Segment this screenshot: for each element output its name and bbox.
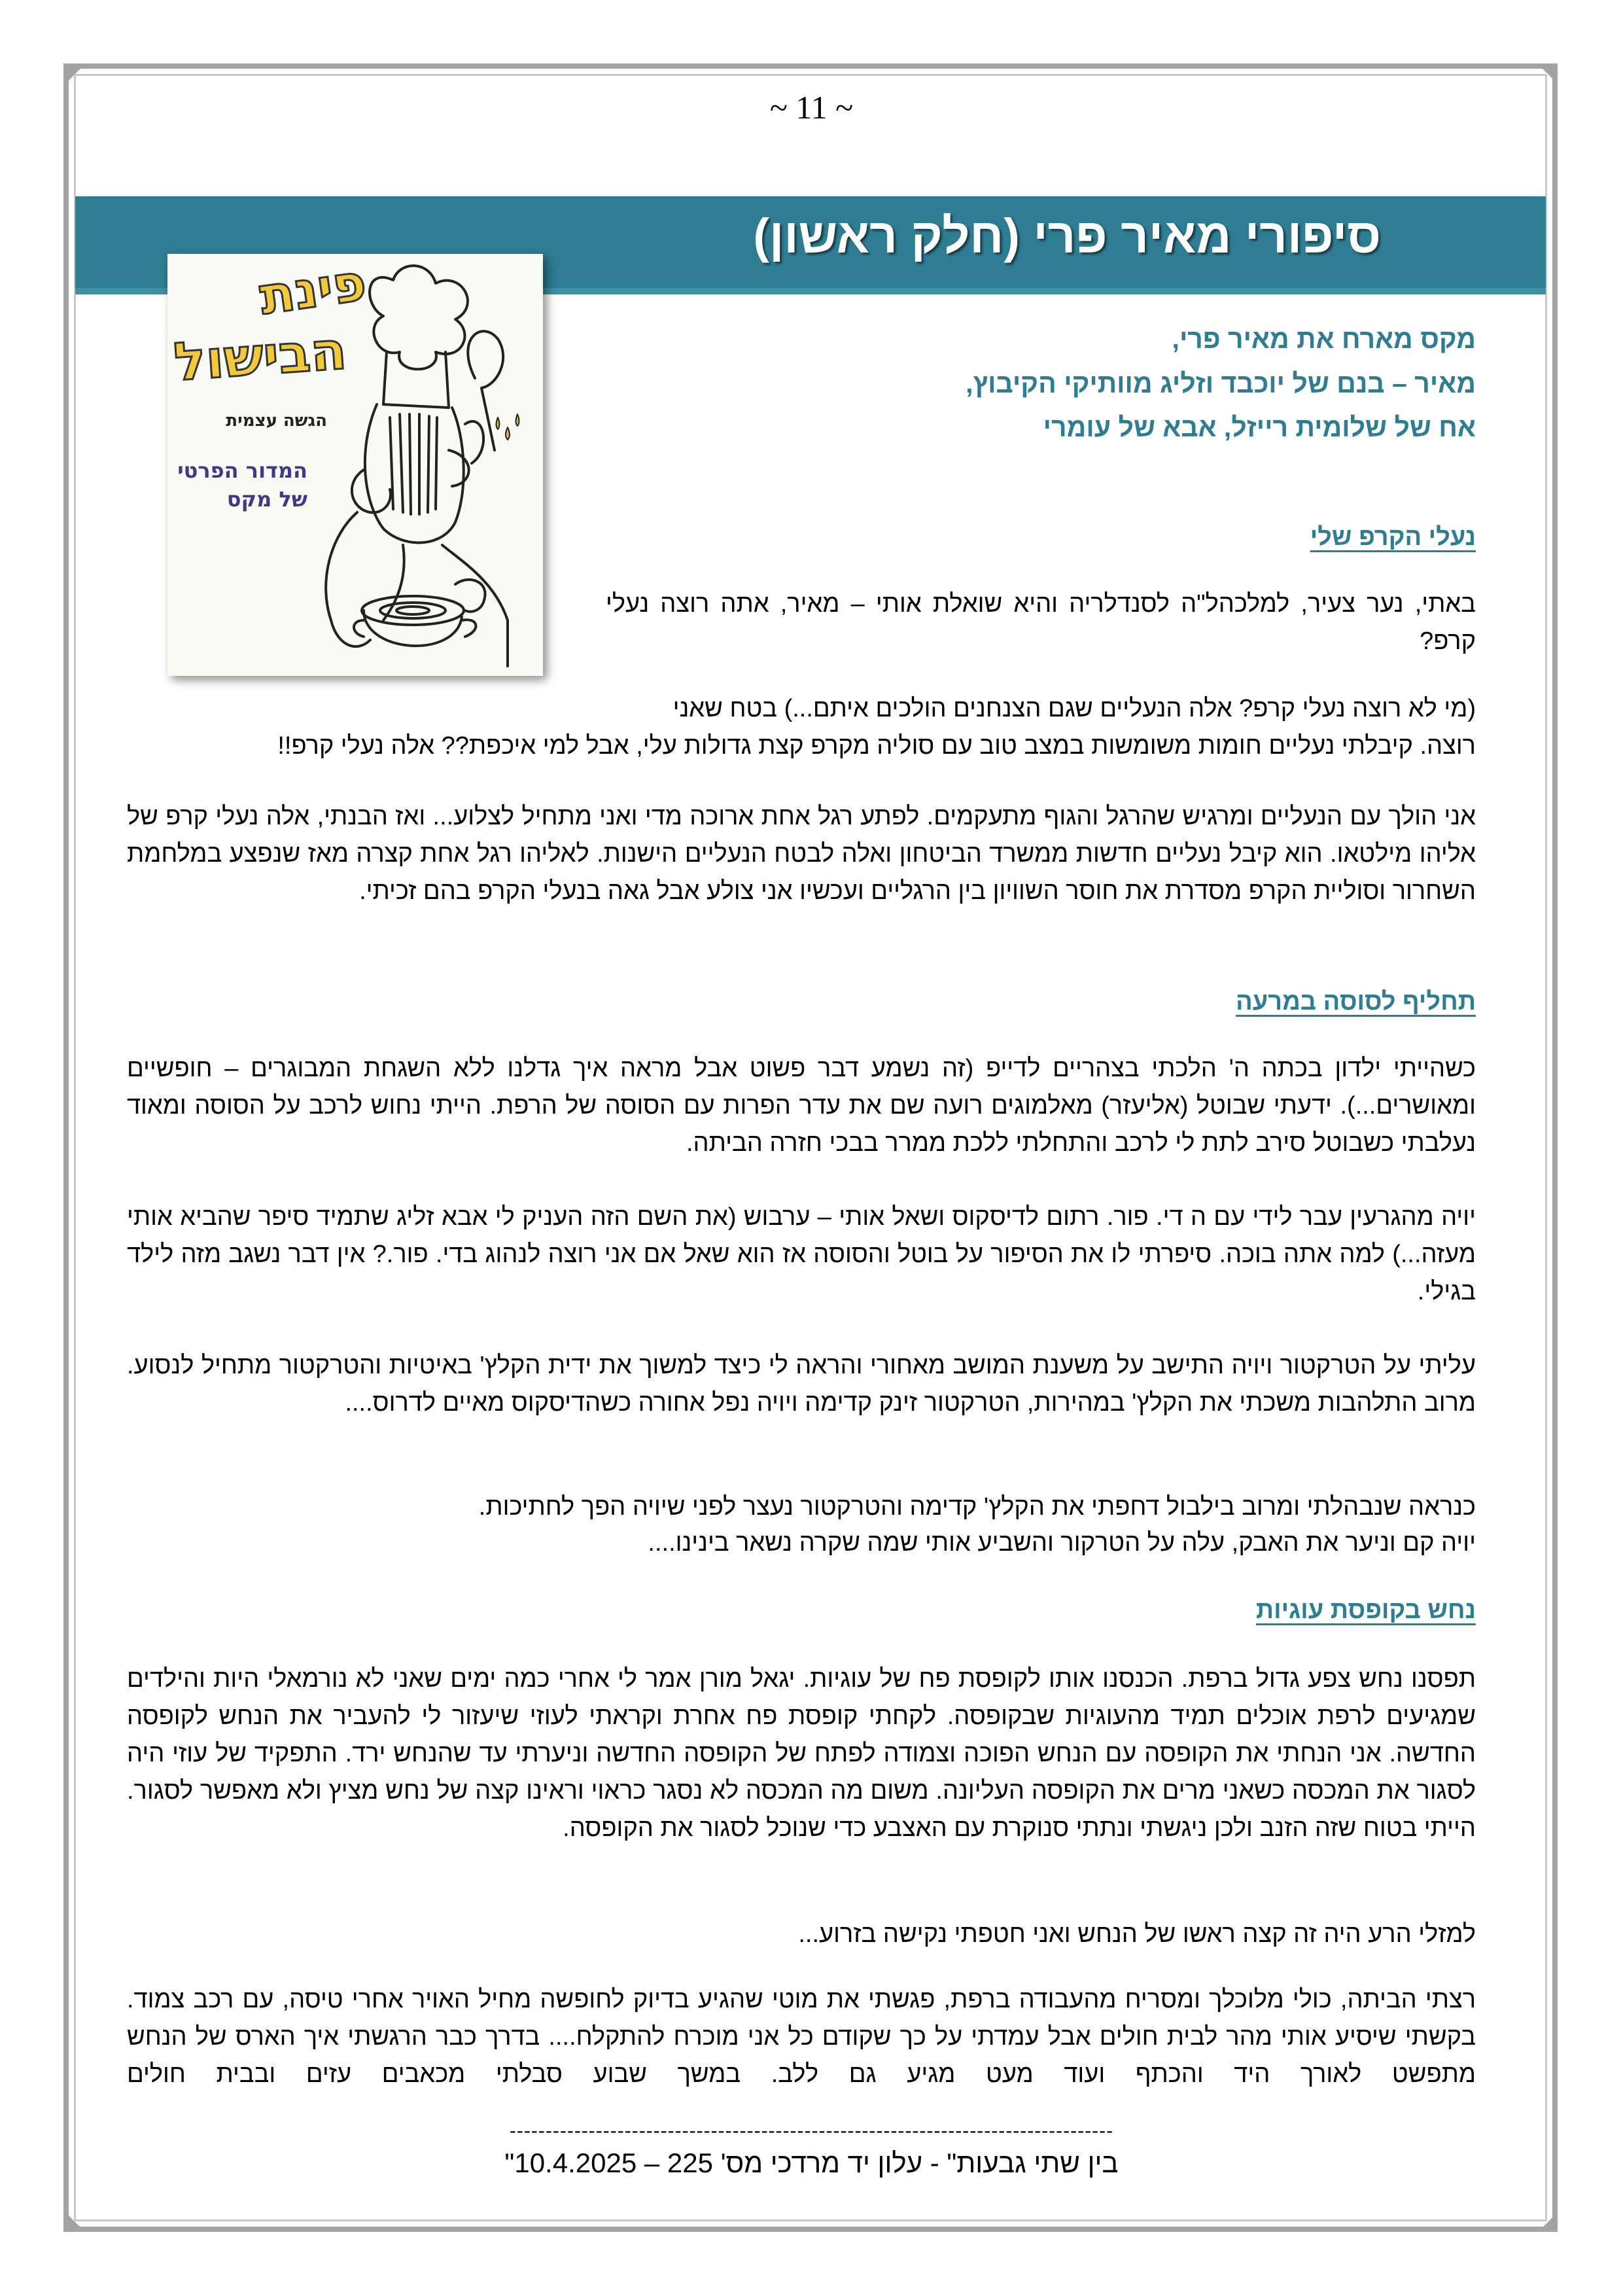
section-heading: תחליף לסוסה במרעה [1236, 988, 1476, 1016]
cooking-corner-illustration [167, 254, 543, 676]
paragraph-line: יויה קם וניער את האבק, עלה על הטרקור והשביע אותי שמה שקרה נשאר בינינו.... [648, 1529, 1476, 1557]
page-number: ~ 11 ~ [769, 89, 854, 126]
corner-ornament-top-right [1540, 66, 1557, 83]
illustration-title-line2: הבישול [172, 319, 349, 393]
intro-line: מאיר – בנם של יוכבד וזליג מוותיקי הקיבוץ, [966, 368, 1476, 398]
illustration-caption-line1: המדור הפרטי [177, 458, 307, 483]
illustration-caption-line2: של מקס [226, 487, 307, 512]
footer-separator: ------------------------------------------------------------------------------------ [509, 2120, 1114, 2142]
illustration-subtitle: הגשה עצמית [226, 411, 327, 431]
section-heading: נחש בקופסת עוגיות [1255, 1597, 1476, 1624]
corner-ornament-bottom-right [1540, 2213, 1557, 2230]
paragraph: יויה מהגרעין עבר לידי עם ה די. פור. רתום לדיסקוס ושאל אותי – ערבוש (את השם הזה העניק לי אבא זליג שתמיד סיפר שהביא אותי מעזה...) למה אתה בוכה. סיפרתי לו את הסיפור על בוטל והסוסה אז הוא שאל אם אני רוצה לנהוג בדי. פור.? אין דבר נשגב מזה לילד בגילי. [127, 1203, 1476, 1305]
paragraph: עליתי על הטרקטור ויויה התישב על משענת המושב מאחורי והראה לי כיצד למשוך את ידית הקלץ' באיטיות והטרקטור מתחיל לנסוע. מרוב התלהבות משכתי את הקלץ' במהירות, הטרקטור זינק קדימה ויויה נפל אחורה כשהדיסקוס מאיים לדרוס.... [127, 1352, 1476, 1417]
paragraph: באתי, נער צעיר, למלכהל"ה לסנדלריה והיא שואלת אותי – מאיר, אתה רוצה נעלי קרפ? [606, 590, 1476, 655]
illustration-title-line1: פינת [256, 253, 370, 327]
footer-publication-info: "בין שתי גבעות" - עלון יד מרדכי מס' 225 – 10.4.2025 [504, 2147, 1119, 2178]
paragraph: תפסנו נחש צפע גדול ברפת. הכנסנו אותו לקופסת פח של עוגיות. יגאל מורן אמר לי אחרי כמה ימים שאני לא נורמאלי היות והילדים שמגיעים לרפת אוכלים תמיד מהעוגיות שבקופסה. לקחתי קופסת פח אחרת וקראתי לעוזי שיעזור לי להעביר את הנחש לקופסה החדשה. אני הנחתי את הקופסה עם הנחש הפוכה וצמודה לפתח של הקופסה החדשה וניערתי עד שהנחש ירד. התפקיד של עוזי היה לסגור את המכסה כשאני מרים את הקופסה העליונה. משום מה המכסה לא נסגר כראוי וראינו קצה של נחש מציץ ולא מאפשר לסגור. הייתי בטוח שזה הזנב ולכן ניגשתי ונתתי סנוקרת עם האצבע כדי שנוכל לסגור את הקופסה. [127, 1665, 1476, 1842]
paragraph-line: רוצה. קיבלתי נעליים חומות משומשות במצב טוב עם סוליה מקרפ קצת גדולות עלי, אבל למי איכפת?? אלה נעלי קרפ!! [277, 732, 1476, 760]
paragraph: כשהייתי ילדון בכתה ה' הלכתי בצהריים לדייפ (זה נשמע דבר פשוט אבל מראה איך גדלנו ללא השגחת המבוגרים – חופשיים ומאושרים...). ידעתי שבוטל (אליעזר) מאלמוגים רועה שם את עדר הפרות עם הסוסה של הרפת. הייתי נחוש לרכב על הסוסה ומאוד נעלבתי כשבוטל סירב לתת לי לרכב והתחלתי ללכת ממרר בבכי חזרה הביתה. [127, 1055, 1476, 1157]
paragraph: רצתי הביתה, כולי מלוכלך ומסריח מהעבודה ברפת, פגשתי את מוטי שהגיע בדיוק לחופשה מחיל האויר אחרי טיסה, עם רכב צמוד. בקשתי שיסיע אותי מהר לבית חולים אבל עמדתי על כך שקודם כל אני מוכרח להתקלח.... בדרך כבר הרגשתי איך הארס של הנחש מתפשט לאורך היד והכתף ועוד מעט מגיע גם ללב. במשך שבוע סבלתי מכאבים עזים ובבית חולים [127, 1986, 1476, 2088]
intro-line: אח של שלומית רייזל, אבא של עומרי [1043, 412, 1476, 442]
paragraph: אני הולך עם הנעליים ומרגיש שהרגל והגוף מתעקמים. לפתע רגל אחת ארוכה מדי ואני מתחיל לצלוע... ואז הבנתי, אלה נעלי קרפ של אליהו מילטאו. הוא קיבל נעליים חדשות ממשרד הביטחון ואלה לבטח הנעליים הישנות. לאליהו רגל אחת קצרה מאז שנפצע במלחמת השחרור וסוליית הקרפ מסדרת את חוסר השוויון בין הרגליים ועכשיו אני צולע אבל גאה בנעלי הקרפ בהם זכיתי. [127, 803, 1476, 905]
intro-line: מקס מארח את מאיר פרי, [1172, 324, 1476, 354]
paragraph-line: כנראה שנבהלתי ומרוב בילבול דחפתי את הקלץ' קדימה והטרקטור נעצר לפני שיויה הפך לחתיכות. [478, 1493, 1476, 1521]
paragraph-line: (מי לא רוצה נעלי קרפ? אלה הנעליים שגם הצנחנים הולכים איתם...) בטח שאני [672, 695, 1476, 722]
corner-ornament-bottom-left [66, 2213, 83, 2230]
section-heading: נעלי הקרפ שלי [1310, 523, 1476, 551]
corner-ornament-top-left [66, 66, 83, 83]
article-title: סיפורי מאיר פרי (חלק ראשון) [753, 209, 1381, 263]
paragraph-line: למזלי הרע היה זה קצה ראשו של הנחש ואני חטפתי נקישה בזרוע... [798, 1920, 1476, 1948]
